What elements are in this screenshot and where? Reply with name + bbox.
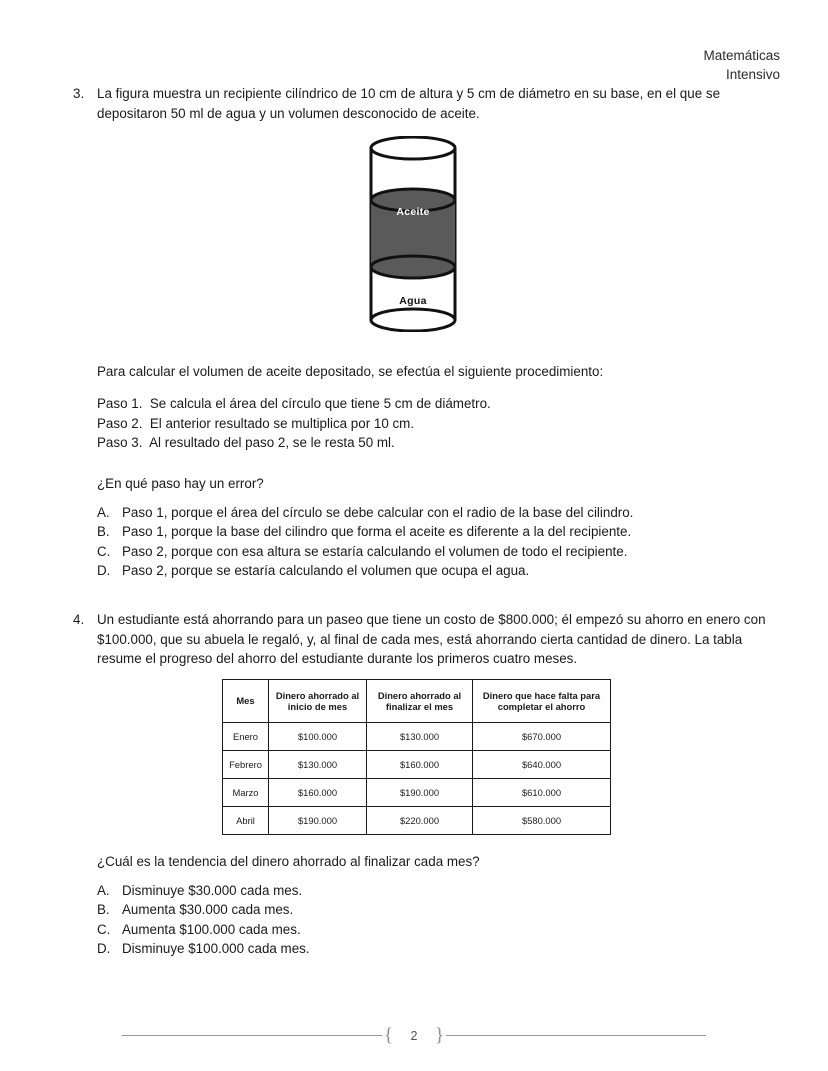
table-row — [223, 779, 611, 807]
table-header-falta: Dinero que hace falta para completar el ahorro — [473, 680, 611, 723]
option-letter: D. — [97, 941, 111, 957]
question-4 — [0, 610, 828, 669]
option-text: Aumenta $30.000 cada mes. — [122, 902, 294, 918]
cell-start: $160.000 — [269, 779, 367, 807]
cylinder-oil-label: Aceite — [396, 206, 430, 218]
option-letter: B. — [97, 524, 110, 540]
question-3-option-b[interactable] — [97, 522, 737, 541]
footer-brace-left: { — [383, 1025, 393, 1046]
option-letter: C. — [97, 921, 111, 937]
cell-month: Marzo — [223, 779, 269, 807]
option-text: Paso 1, porque el área del círculo se debe calcular con el radio de la base del cilindro. — [122, 505, 634, 520]
cylinder-water-label: Agua — [399, 295, 427, 307]
cylinder-figure — [369, 136, 457, 332]
document-header — [703, 46, 780, 84]
option-letter: A. — [97, 883, 110, 898]
question-4-option-d[interactable] — [97, 939, 737, 958]
option-letter: C. — [97, 543, 111, 559]
cell-end: $190.000 — [367, 779, 473, 807]
procedure-step-3: Paso 3. Al resultado del paso 2, se le resta 50 ml. — [97, 435, 395, 450]
option-text: Paso 2, porque con esa altura se estaría calculando el volumen de todo el recipiente. — [122, 543, 628, 559]
cell-end: $160.000 — [367, 751, 473, 779]
option-text: Paso 1, porque la base del cilindro que forma el aceite es diferente a la del recipiente. — [122, 524, 632, 540]
table-row — [223, 807, 611, 835]
question-3-option-a[interactable] — [97, 503, 737, 522]
question-3-stem: La figura muestra un recipiente cilíndrico de 10 cm de altura y 5 cm de diámetro en su base, en el que se depositaron 50 ml de agua y un volumen desconocido de aceite. — [97, 86, 721, 121]
footer-rule-right — [446, 1035, 706, 1036]
option-text: Paso 2, porque se estaría calculando el volumen que ocupa el agua. — [122, 563, 530, 579]
procedure-step-1: Paso 1. Se calcula el área del círculo que tiene 5 cm de diámetro. — [97, 396, 491, 411]
question-4-options — [97, 881, 737, 959]
cell-remaining: $670.000 — [473, 723, 611, 751]
question-3-options — [97, 503, 737, 581]
table-row — [223, 751, 611, 779]
table-header-row — [223, 680, 611, 723]
question-4-option-c[interactable] — [97, 920, 737, 939]
question-3-number: 3. — [73, 86, 85, 101]
footer-brace-right: } — [435, 1025, 445, 1046]
option-letter: A. — [97, 505, 110, 520]
question-4-option-b[interactable] — [97, 900, 737, 919]
table-header-inicio: Dinero ahorrado al inicio de mes — [269, 680, 367, 723]
question-3-stem-row — [0, 84, 828, 123]
cell-start: $100.000 — [269, 723, 367, 751]
savings-table-body — [223, 723, 611, 835]
question-4-number: 4. — [73, 612, 85, 627]
table-header-finalizar: Dinero ahorrado al finalizar el mes — [367, 680, 473, 723]
page-footer — [0, 1026, 828, 1045]
question-4-stem-row — [0, 610, 828, 669]
savings-table-wrapper — [222, 679, 611, 835]
option-letter: D. — [97, 563, 111, 579]
footer-rule-left — [122, 1035, 382, 1036]
cell-end: $220.000 — [367, 807, 473, 835]
savings-table — [222, 679, 611, 835]
cell-start: $130.000 — [269, 751, 367, 779]
page-number: 2 — [410, 1028, 418, 1043]
table-header-mes: Mes — [223, 680, 269, 723]
cell-month: Abril — [223, 807, 269, 835]
option-text: Disminuye $100.000 cada mes. — [122, 941, 310, 957]
cell-remaining: $580.000 — [473, 807, 611, 835]
question-4-prompt: ¿Cuál es la tendencia del dinero ahorrado al finalizar cada mes? — [97, 854, 480, 869]
question-4-stem: Un estudiante está ahorrando para un paseo que tiene un costo de $800.000; él empezó su ahorro en enero con $100.000, que su abuela le regaló, y, al final de cada mes, está ahorrando cierta cantidad de dinero. La tabla resume el progreso del ahorro del estudiante durante los primeros cuatro meses. — [97, 612, 766, 666]
cell-end: $130.000 — [367, 723, 473, 751]
table-row — [223, 723, 611, 751]
question-3-option-c[interactable] — [97, 542, 737, 561]
cell-start: $190.000 — [269, 807, 367, 835]
cell-month: Febrero — [223, 751, 269, 779]
question-3 — [0, 84, 828, 123]
question-3-prompt: ¿En qué paso hay un error? — [97, 476, 264, 491]
option-letter: B. — [97, 902, 110, 918]
header-subject: Matemáticas — [703, 48, 780, 63]
procedure-intro: Para calcular el volumen de aceite depositado, se efectúa el siguiente procedimiento: — [97, 364, 604, 379]
procedure-step-2: Paso 2. El anterior resultado se multiplica por 10 cm. — [97, 415, 415, 431]
question-3-option-d[interactable] — [97, 561, 737, 580]
header-program: Intensivo — [725, 67, 780, 82]
cell-month: Enero — [223, 723, 269, 751]
cell-remaining: $640.000 — [473, 751, 611, 779]
procedure-steps — [97, 394, 737, 453]
savings-table-head — [223, 680, 611, 723]
option-text: Disminuye $30.000 cada mes. — [122, 883, 303, 898]
question-4-option-a[interactable] — [97, 881, 737, 900]
cell-remaining: $610.000 — [473, 779, 611, 807]
option-text: Aumenta $100.000 cada mes. — [122, 921, 301, 937]
